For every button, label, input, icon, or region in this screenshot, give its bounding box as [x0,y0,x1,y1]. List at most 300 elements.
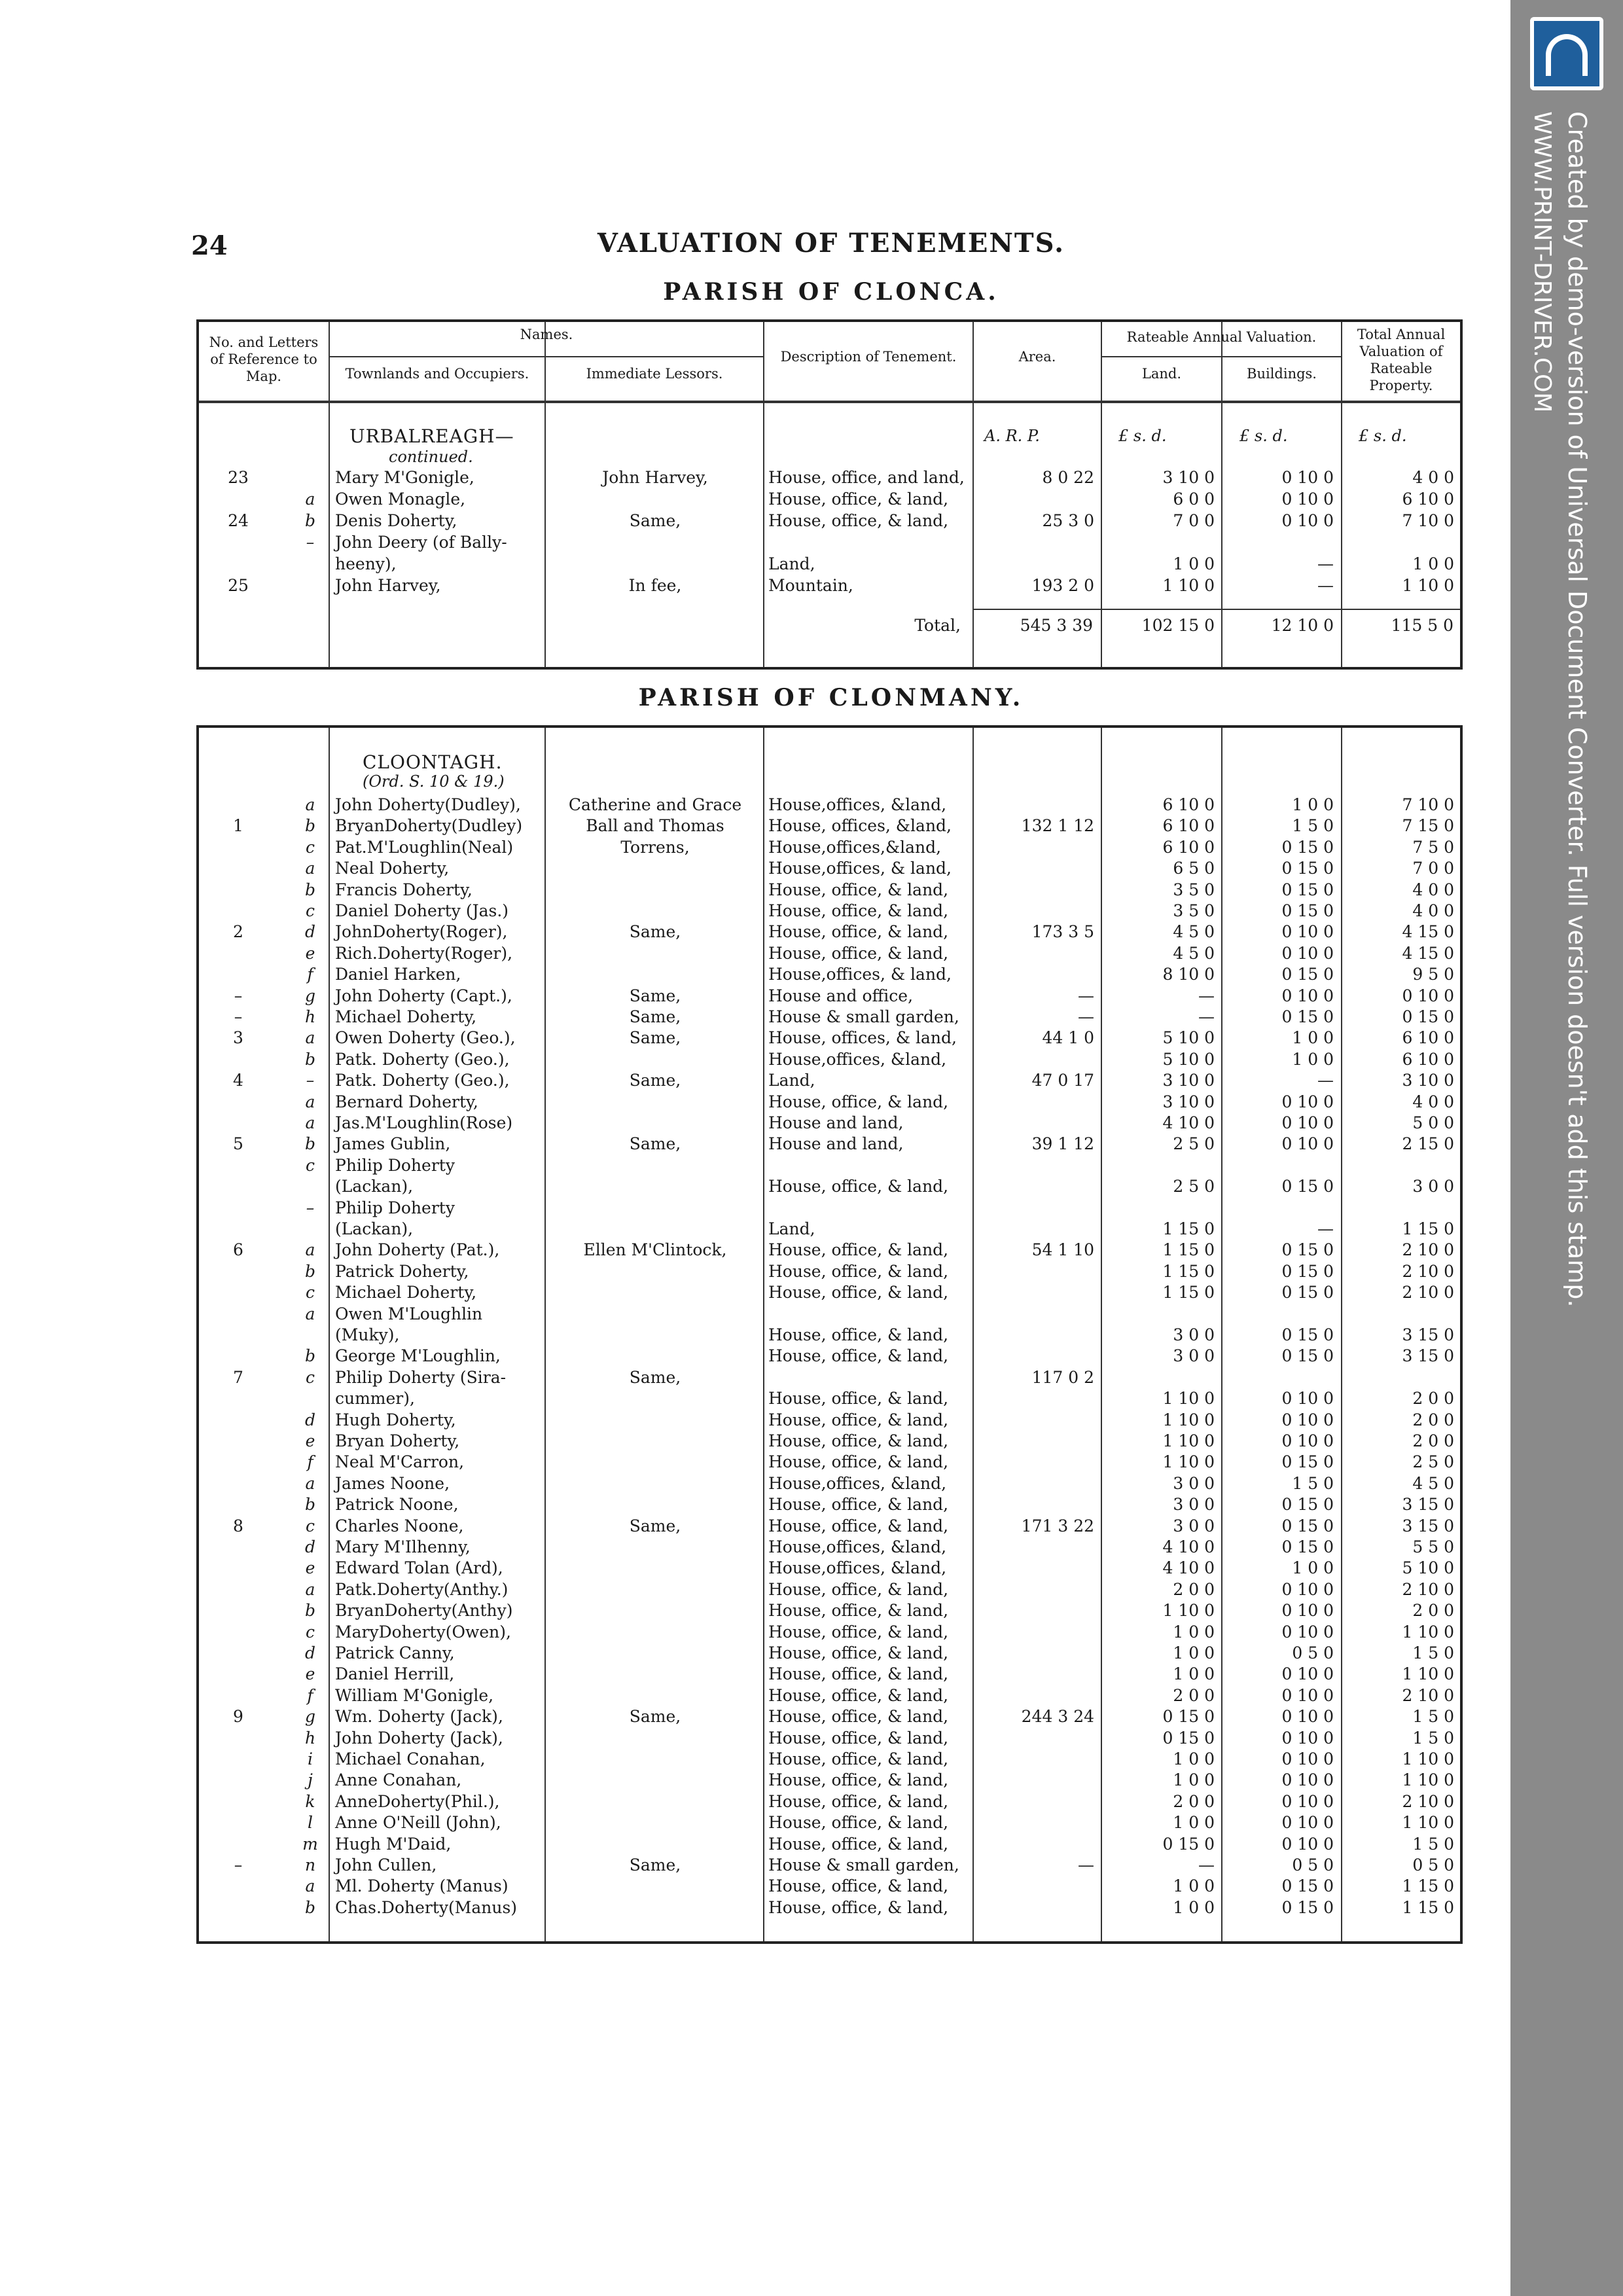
cell-bld: — [1317,576,1334,595]
cell-area: 193 2 0 [1031,576,1094,595]
cell-let: n [304,1856,316,1874]
cell-bld: 0 15 0 [1281,1283,1334,1302]
table-row [199,1749,1460,1770]
cell-occ: James Gublin, [335,1134,451,1154]
cell-desc: House,offices, &land, [768,1473,947,1493]
cell-tot: 1 10 0 [1402,576,1454,595]
cell-les: Same, [629,986,681,1005]
cell-land: 6 10 0 [1162,795,1215,814]
cell-let: a [305,1579,315,1599]
cell-occ: Daniel Harken, [335,965,461,984]
table-row [199,1007,1460,1028]
cell-land: 3 10 0 [1162,1092,1215,1111]
cell-land: 4 5 0 [1173,922,1215,942]
cell-tot: 1 15 0 [1402,1897,1454,1917]
cell-occ: Michael Doherty, [335,1007,477,1026]
table-row [199,1834,1460,1855]
cell-occ: James Noone, [335,1473,450,1493]
cell-no: 25 [228,576,249,595]
cell-occ: Owen M'Loughlin [335,1304,483,1323]
watermark-stamp-text: Created by demo-version of Universal Document Converter. Full version doesn't add this stamp. [1563,111,1592,1308]
cell-occ: Edward Tolan (Ard), [335,1558,503,1578]
cell-land: 7 0 0 [1173,511,1215,530]
cell-tot: 0 5 0 [1412,1856,1454,1874]
cell-desc: House,offices,&land, [768,837,942,857]
cell-land: 4 10 0 [1162,1113,1215,1132]
cell-occ: John Harvey, [335,576,441,595]
cell-desc: House & small garden, [768,1856,959,1874]
cell-occ: BryanDoherty(Dudley) [335,816,523,836]
cell-desc: House,offices, &land, [768,795,947,814]
cell-area: — [1078,986,1094,1005]
cell-tot: 7 5 0 [1412,837,1454,857]
cell-no: 23 [228,468,249,487]
cell-let: f [307,1452,313,1472]
cell-occ: Michael Doherty, [335,1283,477,1302]
cell-land: 1 10 0 [1162,1601,1215,1621]
cell-let: f [307,965,313,984]
cell-bld: 0 15 0 [1281,1876,1334,1896]
cell-desc: House, office, & land, [768,1092,949,1111]
cell-let: b [304,1049,315,1069]
cell-desc: House,offices, &land, [768,1558,947,1578]
cell-no: 7 [233,1367,243,1387]
cell-tot: 0 10 0 [1402,986,1454,1005]
cell-occ: Neal Doherty, [335,859,450,878]
cell-occ: cummer), [335,1389,415,1408]
cell-tot: 2 15 0 [1402,1134,1454,1154]
cell-tot: 1 15 0 [1402,1219,1454,1238]
cell-tot: 1 10 0 [1402,1749,1454,1768]
cell-bld: 0 15 0 [1281,1346,1334,1366]
cell-let: a [305,1876,315,1896]
cell-bld: 0 15 0 [1281,1177,1334,1196]
cell-land: 1 0 0 [1173,1622,1215,1641]
cell-let: d [304,1410,315,1429]
cell-bld: 1 0 0 [1292,1049,1334,1069]
cell-let: b [304,1495,315,1515]
cell-let: m [302,1834,318,1854]
table-row [199,1579,1460,1600]
cell-tot: 7 10 0 [1402,795,1454,814]
cell-occ: Owen Doherty (Geo.), [335,1028,516,1048]
cell-no: – [234,1007,243,1026]
cell-tot: 5 10 0 [1402,1558,1454,1578]
cell-land: 1 15 0 [1162,1261,1215,1281]
cell-land: 1 0 0 [1173,1876,1215,1896]
cell-desc: House, office, & land, [768,1728,949,1748]
cell-land: 1 15 0 [1162,1283,1215,1302]
cell-les: Ellen M'Clintock, [583,1240,727,1260]
cell-desc: House, office, & land, [768,1346,949,1366]
table-row [199,1049,1460,1070]
cell-occ: Jas.M'Loughlin(Rose) [335,1113,513,1132]
cell-let: h [304,1728,316,1748]
cell-bld: 0 15 0 [1281,1240,1334,1260]
cell-let: b [304,1897,315,1917]
cell-bld: 0 15 0 [1281,1325,1334,1344]
table-row [199,986,1460,1007]
cell-tot: 1 0 0 [1412,554,1454,573]
cell-tot: 1 10 0 [1402,1813,1454,1833]
cell-land: 1 0 0 [1173,1643,1215,1662]
cell-tot: 2 10 0 [1402,1283,1454,1302]
cell-tot: 1 15 0 [1402,1876,1454,1896]
cell-occ: Hugh Doherty, [335,1410,456,1429]
cell-desc: Land, [768,1071,815,1090]
cell-land: 8 10 0 [1162,965,1215,984]
cell-occ: Patk. Doherty (Geo.), [335,1071,510,1090]
cell-let: b [304,1261,315,1281]
table-row [199,511,1460,531]
cell-les: Same, [629,511,681,530]
cell-les: Same, [629,1028,681,1048]
cell-tot: 3 10 0 [1402,1071,1454,1090]
townlands-header: Townlands and Occupiers. [345,366,529,382]
cell-les: Ball and Thomas [586,816,724,836]
cell-bld: 0 15 0 [1281,837,1334,857]
cell-let: a [305,1304,315,1323]
cell-land: 2 0 0 [1173,1685,1215,1705]
table-row [199,1876,1460,1897]
cell-area: 173 3 5 [1031,922,1094,942]
table-row [199,1410,1460,1431]
table-row [199,1198,1460,1219]
cell-land: 1 10 0 [1162,1431,1215,1450]
townland-note: (Ord. S. 10 & 19.) [363,772,505,791]
cell-land: 1 0 0 [1173,1749,1215,1768]
cell-area: 117 0 2 [1031,1367,1094,1387]
cell-land: 5 10 0 [1162,1049,1215,1069]
cell-occ: Pat.M'Loughlin(Neal) [335,837,514,857]
cell-occ: Wm. Doherty (Jack), [335,1707,503,1727]
cell-tot: 1 10 0 [1402,1664,1454,1684]
cell-les: Same, [629,1134,681,1154]
cell-land: — [1198,1007,1215,1026]
names-header: Names. [520,327,573,342]
cell-les: In fee, [628,576,682,595]
table-row [199,1388,1460,1409]
table-row [199,1240,1460,1261]
cell-occ: Anne O'Neill (John), [335,1813,501,1833]
cell-land: 1 15 0 [1162,1219,1215,1238]
cell-area: 39 1 12 [1031,1134,1094,1154]
cell-desc: Mountain, [768,576,853,595]
cell-desc: House, office, & land, [768,1622,949,1641]
cell-tot: 2 0 0 [1412,1601,1454,1621]
cell-tot: 6 10 0 [1402,490,1454,509]
cell-no: 5 [233,1134,243,1154]
table-row [199,1431,1460,1452]
cell-bld: 0 10 0 [1281,1685,1334,1705]
total-row [199,615,1460,636]
cell-bld: — [1317,1219,1334,1238]
cell-let: b [304,1134,315,1154]
table-row [199,1028,1460,1049]
cell-tot: 2 10 0 [1402,1685,1454,1705]
table-row [199,1494,1460,1515]
cell-desc: Land, [768,554,815,573]
cell-land: 1 0 0 [1173,1770,1215,1790]
cell-land: 3 0 0 [1173,1516,1215,1535]
cell-occ: (Lackan), [335,1177,414,1196]
table-row [199,1346,1460,1367]
buildings-header: Buildings. [1247,366,1317,382]
cell-no: 8 [233,1516,243,1535]
cell-tot: 1 5 0 [1412,1834,1454,1854]
cell-land: 0 15 0 [1162,1707,1215,1727]
cell-tot: 4 0 0 [1412,901,1454,920]
table-row [199,1791,1460,1812]
table-row [199,1134,1460,1155]
cell-land: 1 0 0 [1173,554,1215,573]
cell-desc: House, offices, &land, [768,816,952,836]
cell-les: John Harvey, [602,468,708,487]
cell-bld: 0 15 0 [1281,965,1334,984]
cell-land: 4 5 0 [1173,943,1215,963]
cell-let: d [304,922,315,942]
cell-bld: 0 10 0 [1281,1410,1334,1429]
table-row [199,1706,1460,1727]
cell-land: 5 10 0 [1162,1028,1215,1048]
cell-let: g [304,986,315,1005]
cell-bld: 0 15 0 [1281,1897,1334,1917]
cell-desc: House, office, & land, [768,1643,949,1662]
cell-les: Same, [629,922,681,942]
cell-land: 4 10 0 [1162,1558,1215,1578]
area-header: Area. [1018,349,1056,365]
cell-tot: 5 0 0 [1412,1113,1454,1132]
cell-let: a [305,490,315,509]
page-title: VALUATION OF TENEMENTS. [597,228,1065,259]
table-row [199,467,1460,488]
table-row [199,1812,1460,1833]
cell-let: a [305,859,315,878]
cell-occ: Chas.Doherty(Manus) [335,1897,518,1917]
cell-bld: 0 10 0 [1281,943,1334,963]
cell-land: 1 0 0 [1173,1897,1215,1917]
cell-desc: House,offices, &land, [768,1049,947,1069]
cell-occ: Rich.Doherty(Roger), [335,943,513,963]
cell-desc: House, office, & land, [768,1685,949,1705]
cell-occ: Ml. Doherty (Manus) [335,1876,508,1896]
cell-bld: 0 10 0 [1281,511,1334,530]
cell-area: 8 0 22 [1042,468,1094,487]
table-row [199,1325,1460,1346]
total-label: Total, [914,616,961,635]
cell-let: h [304,1007,316,1026]
cell-let: – [306,533,315,552]
cell-area: 47 0 17 [1031,1071,1094,1090]
table-row [199,1304,1460,1325]
cell-bld: 0 15 0 [1281,859,1334,878]
cell-area: 171 3 22 [1021,1516,1094,1535]
cell-bld: 0 10 0 [1281,1791,1334,1811]
cell-let: e [305,1558,315,1578]
cell-land: 6 10 0 [1162,816,1215,836]
table-row [199,1176,1460,1197]
description-header: Description of Tenement. [780,349,957,365]
cell-let: j [308,1770,313,1790]
cell-desc: House, office, & land, [768,1707,949,1727]
cell-tot: 2 10 0 [1402,1261,1454,1281]
table-row [199,816,1460,836]
cell-area: 244 3 24 [1021,1707,1094,1727]
table-row [199,1897,1460,1918]
cell-land: 1 10 0 [1162,1410,1215,1429]
cell-occ: AnneDoherty(Phil.), [335,1791,500,1811]
cell-les: Same, [629,1071,681,1090]
lessors-header: Immediate Lessors. [586,366,723,382]
total-header: Total Annual Valuation of Rateable Property. [1357,327,1446,393]
cell-desc: House, office, & land, [768,901,949,920]
cell-occ: MaryDoherty(Owen), [335,1622,511,1641]
cell-desc: House, office, & land, [768,1283,949,1302]
total-land: 102 15 0 [1141,616,1215,635]
cell-land: 0 15 0 [1162,1728,1215,1748]
table-row [199,795,1460,816]
table-row [199,1473,1460,1494]
cell-desc: House, office, & land, [768,1325,949,1344]
cell-desc: Land, [768,1219,815,1238]
cell-occ: Owen Monagle, [335,490,466,509]
cell-occ: John Doherty (Capt.), [335,986,512,1005]
cell-bld: 1 0 0 [1292,1558,1334,1578]
cell-bld: 0 10 0 [1281,1813,1334,1833]
cell-desc: House, office, & land, [768,1431,949,1450]
cell-desc: House, office, & land, [768,1749,949,1768]
cell-tot: 1 5 0 [1412,1643,1454,1662]
table-row [199,1219,1460,1240]
cell-desc: House and land, [768,1134,904,1154]
table-row [199,1685,1460,1706]
cell-bld: 0 15 0 [1281,1261,1334,1281]
cell-tot: 3 15 0 [1402,1325,1454,1344]
cell-bld: 0 10 0 [1281,1431,1334,1450]
cell-bld: 1 5 0 [1292,816,1334,836]
cell-desc: House, office, & land, [768,1876,949,1896]
cell-les: Same, [629,1516,681,1535]
cell-occ: BryanDoherty(Anthy) [335,1601,513,1621]
cell-occ: Mary M'Gonigle, [335,468,474,487]
townland-name: CLOONTAGH. [363,751,503,773]
cell-occ: George M'Loughlin, [335,1346,501,1366]
cell-bld: 0 5 0 [1292,1856,1334,1874]
cell-occ: Mary M'Ilhenny, [335,1537,471,1556]
cell-bld: 0 10 0 [1281,1834,1334,1854]
cell-no: – [234,986,243,1005]
table-row [199,1537,1460,1558]
cell-occ: Michael Conahan, [335,1749,486,1768]
cell-bld: — [1317,1071,1334,1090]
cell-bld: 0 5 0 [1292,1643,1334,1662]
cell-les: Same, [629,1007,681,1026]
valuation-header: Rateable Annual Valuation. [1126,329,1317,345]
cell-occ: John Cullen, [335,1856,437,1874]
cell-bld: — [1317,554,1334,573]
cell-bld: 0 10 0 [1281,1601,1334,1621]
cell-bld: 0 10 0 [1281,1389,1334,1408]
cell-let: c [305,1622,315,1641]
cell-land: 3 0 0 [1173,1495,1215,1515]
cell-tot: 6 10 0 [1402,1049,1454,1069]
parish-heading-clonca: PARISH OF CLONCA. [663,278,999,306]
cell-desc: House, office, & land, [768,1177,949,1196]
cell-area: — [1078,1007,1094,1026]
cell-desc: House, office, & land, [768,1389,949,1408]
cell-occ: (Muky), [335,1325,400,1344]
cell-let: – [306,1071,315,1090]
cell-tot: 1 10 0 [1402,1622,1454,1641]
cell-occ: Francis Doherty, [335,880,473,899]
cell-tot: 1 5 0 [1412,1707,1454,1727]
cell-land: — [1198,986,1215,1005]
cell-no: 9 [233,1707,243,1727]
cell-bld: 1 0 0 [1292,1028,1334,1048]
cell-land: 3 0 0 [1173,1325,1215,1344]
cell-desc: House, office, & land, [768,1897,949,1917]
cell-bld: 1 0 0 [1292,795,1334,814]
cell-let: c [305,901,315,920]
total-units: £ s. d. [1359,427,1407,445]
cell-occ: William M'Gonigle, [335,1685,494,1705]
cell-let: g [304,1707,315,1727]
cell-occ: Daniel Herrill, [335,1664,455,1684]
cell-occ: Philip Doherty (Sira- [335,1367,507,1387]
table-row [199,1261,1460,1282]
cell-desc: House, offices, & land, [768,1028,957,1048]
cell-land: 1 15 0 [1162,1240,1215,1260]
cell-land: 1 10 0 [1162,576,1215,595]
cell-tot: 4 0 0 [1412,1092,1454,1111]
cell-let: b [304,880,315,899]
cell-tot: 2 5 0 [1412,1452,1454,1472]
cell-desc: House, office, & land, [768,511,949,530]
cell-les: Same, [629,1367,681,1387]
cell-land: 1 0 0 [1173,1664,1215,1684]
area-units: A. R. P. [984,427,1040,445]
buildings-units: £ s. d. [1240,427,1288,445]
cell-let: d [304,1537,315,1556]
cell-bld: 0 15 0 [1281,1516,1334,1535]
cell-tot: 4 15 0 [1402,943,1454,963]
cell-no: 2 [233,922,243,942]
table-row [199,1643,1460,1664]
cell-let: c [305,1155,315,1175]
cell-no: 4 [233,1071,243,1090]
cell-tot: 7 0 0 [1412,859,1454,878]
table-row [199,964,1460,985]
total-valuation: 115 5 0 [1391,616,1454,635]
cell-desc: House, office, & land, [768,880,949,899]
cell-bld: 0 15 0 [1281,1537,1334,1556]
cell-area: 25 3 0 [1042,511,1094,530]
table-row [199,554,1460,575]
cell-bld: 0 10 0 [1281,468,1334,487]
cell-desc: House, office, and land, [768,468,965,487]
cell-bld: 0 10 0 [1281,1664,1334,1684]
cell-land: 2 0 0 [1173,1791,1215,1811]
cell-let: a [305,795,315,814]
cell-desc: House, office, & land, [768,1240,949,1260]
table-row [199,837,1460,858]
table-row [199,1622,1460,1643]
cell-occ: John Doherty (Jack), [335,1728,503,1748]
cell-land: 0 15 0 [1162,1834,1215,1854]
cell-tot: 9 5 0 [1412,965,1454,984]
cell-tot: 3 15 0 [1402,1346,1454,1366]
cell-land: 3 0 0 [1173,1473,1215,1493]
